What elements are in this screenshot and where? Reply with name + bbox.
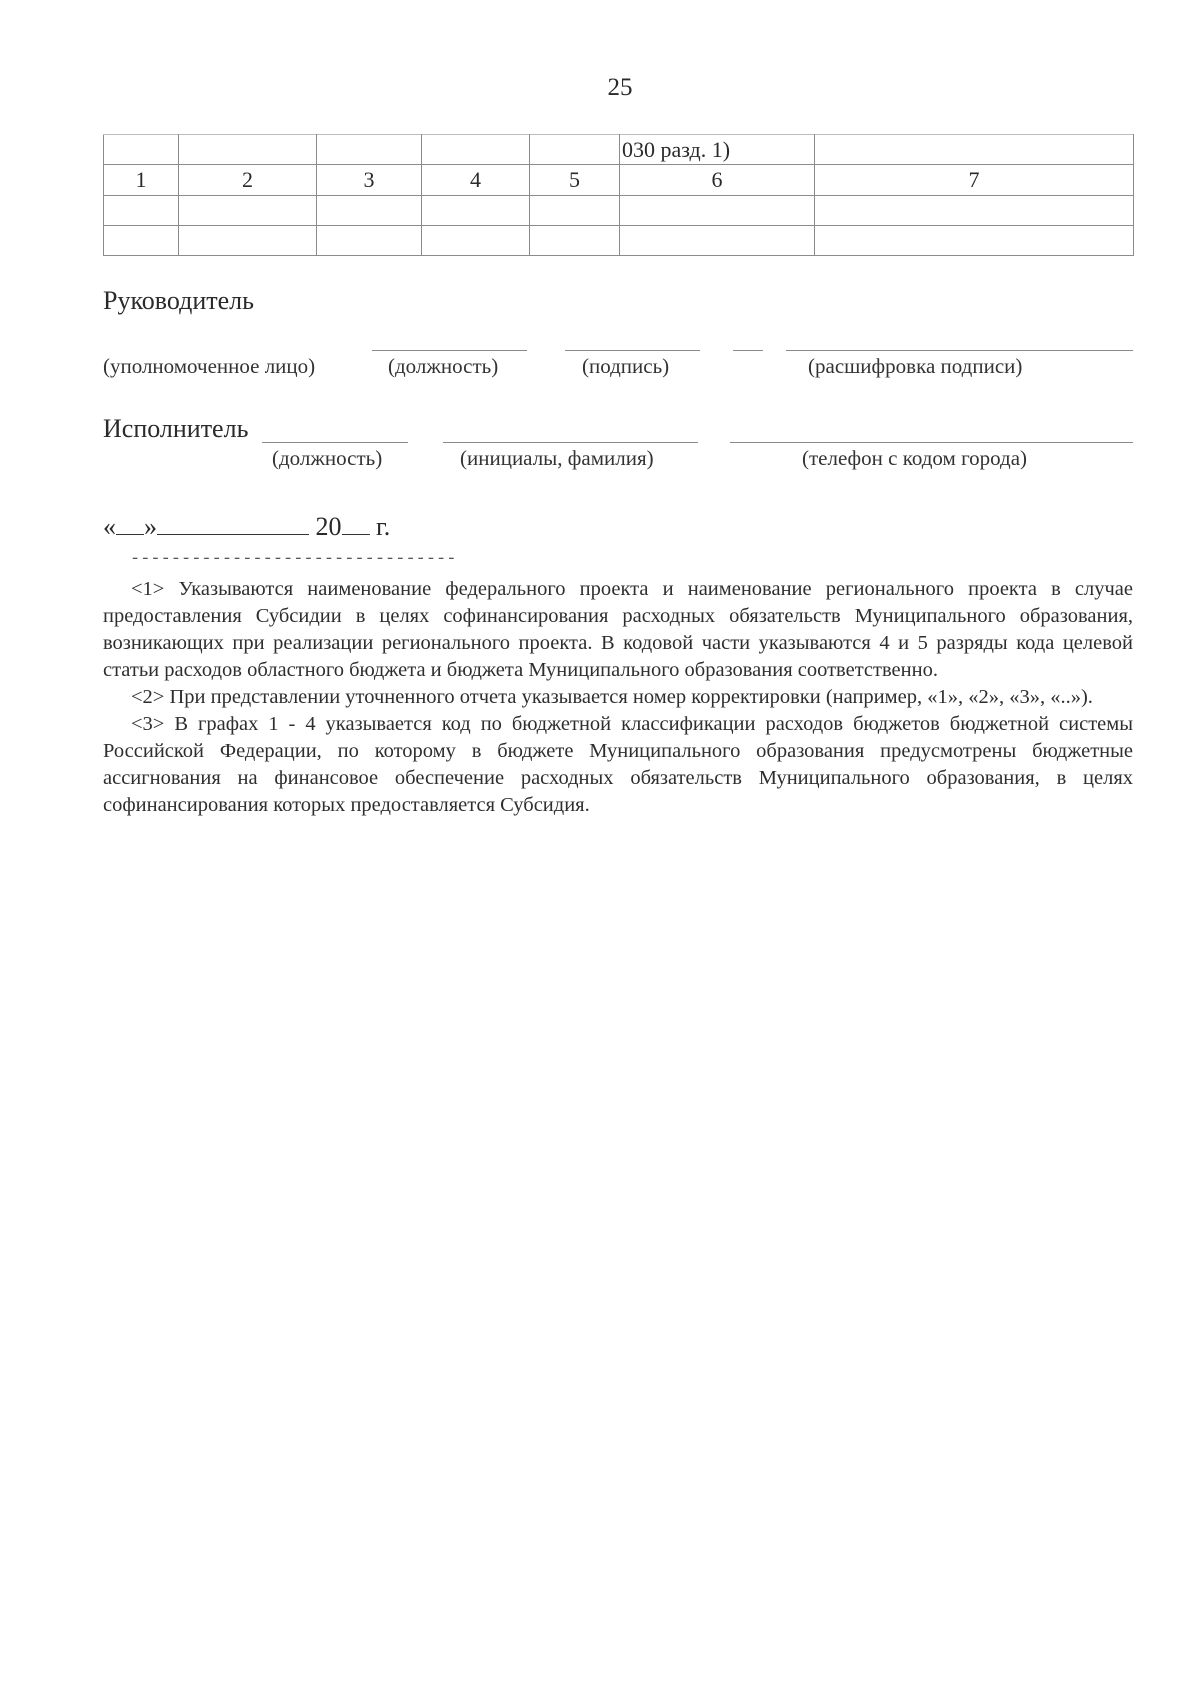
signature-caption: (подпись) xyxy=(582,354,670,378)
month-blank xyxy=(157,510,309,535)
signature-line xyxy=(565,350,700,351)
executor-position-caption: (должность) xyxy=(272,446,383,470)
column-number-2: 2 xyxy=(179,165,317,195)
executor-position-line xyxy=(262,442,408,443)
year-suffix: г. xyxy=(376,512,391,541)
authorized-person-caption: (уполномоченное лицо) xyxy=(103,354,316,378)
executor-label: Исполнитель xyxy=(103,414,249,443)
year-prefix: 20 xyxy=(315,512,342,541)
year-blank xyxy=(342,510,370,535)
date-close-quote: » xyxy=(144,512,157,541)
day-blank xyxy=(116,510,144,535)
table-header-row xyxy=(104,135,1134,165)
decoding-signature-line xyxy=(786,350,1133,351)
date-open-quote: « xyxy=(103,512,116,541)
column-number-6: 6 xyxy=(620,165,815,195)
footnote-2: <2> При представлении уточненного отчета указывается номер корректировки (например, «1», «2», «3», «..»). xyxy=(131,686,1093,708)
signature-line-gap xyxy=(733,350,763,351)
report-table xyxy=(103,134,1134,256)
signature-decoding-caption: (расшифровка подписи) xyxy=(808,354,1023,378)
column-number-5: 5 xyxy=(530,165,620,195)
table-header-cell: 030 разд. 1) xyxy=(620,135,815,165)
column-number-7: 7 xyxy=(815,165,1134,195)
executor-initials-caption: (инициалы, фамилия) xyxy=(460,446,654,470)
head-position-caption: (должность) xyxy=(388,354,499,378)
column-number-3: 3 xyxy=(317,165,422,195)
table-row xyxy=(104,225,1134,255)
executor-name-line xyxy=(443,442,698,443)
table-number-row xyxy=(104,165,1134,195)
executor-phone-caption: (телефон с кодом города) xyxy=(802,446,1028,470)
footnote-1: <1> Указываются наименование федерального проекта и наименование регионального проекта в случае предоставления Субсидии в целях софинансирования расходных обязательств Муниципального образования, возникающих при реализации регионального проекта. В кодовой части указываются 4 и 5 разряды кода целевой статьи расходов областного бюджета и бюджета Муниципального образования соответственно. xyxy=(103,578,1133,681)
position-signature-line xyxy=(372,350,527,351)
column-number-1: 1 xyxy=(104,165,179,195)
head-label: Руководитель xyxy=(103,286,254,315)
column-number-4: 4 xyxy=(422,165,530,195)
footnote-3: <3> В графах 1 - 4 указывается код по бюджетной классификации расходов бюджетов бюджетной системы Российской Федерации, по которому в бюджете Муниципального образования предусмотрены бюджетные ассигнования на финансовое обеспечение расходных обязательств Муниципального образования, в целях софинансирования которых предоставляется Субсидия. xyxy=(103,713,1133,816)
table-row xyxy=(104,195,1134,225)
date-line xyxy=(103,510,390,542)
executor-phone-line xyxy=(730,442,1133,443)
footnotes xyxy=(103,576,1133,819)
page-number: 25 xyxy=(607,74,633,101)
footnote-separator: -------------------------------- xyxy=(130,550,457,569)
